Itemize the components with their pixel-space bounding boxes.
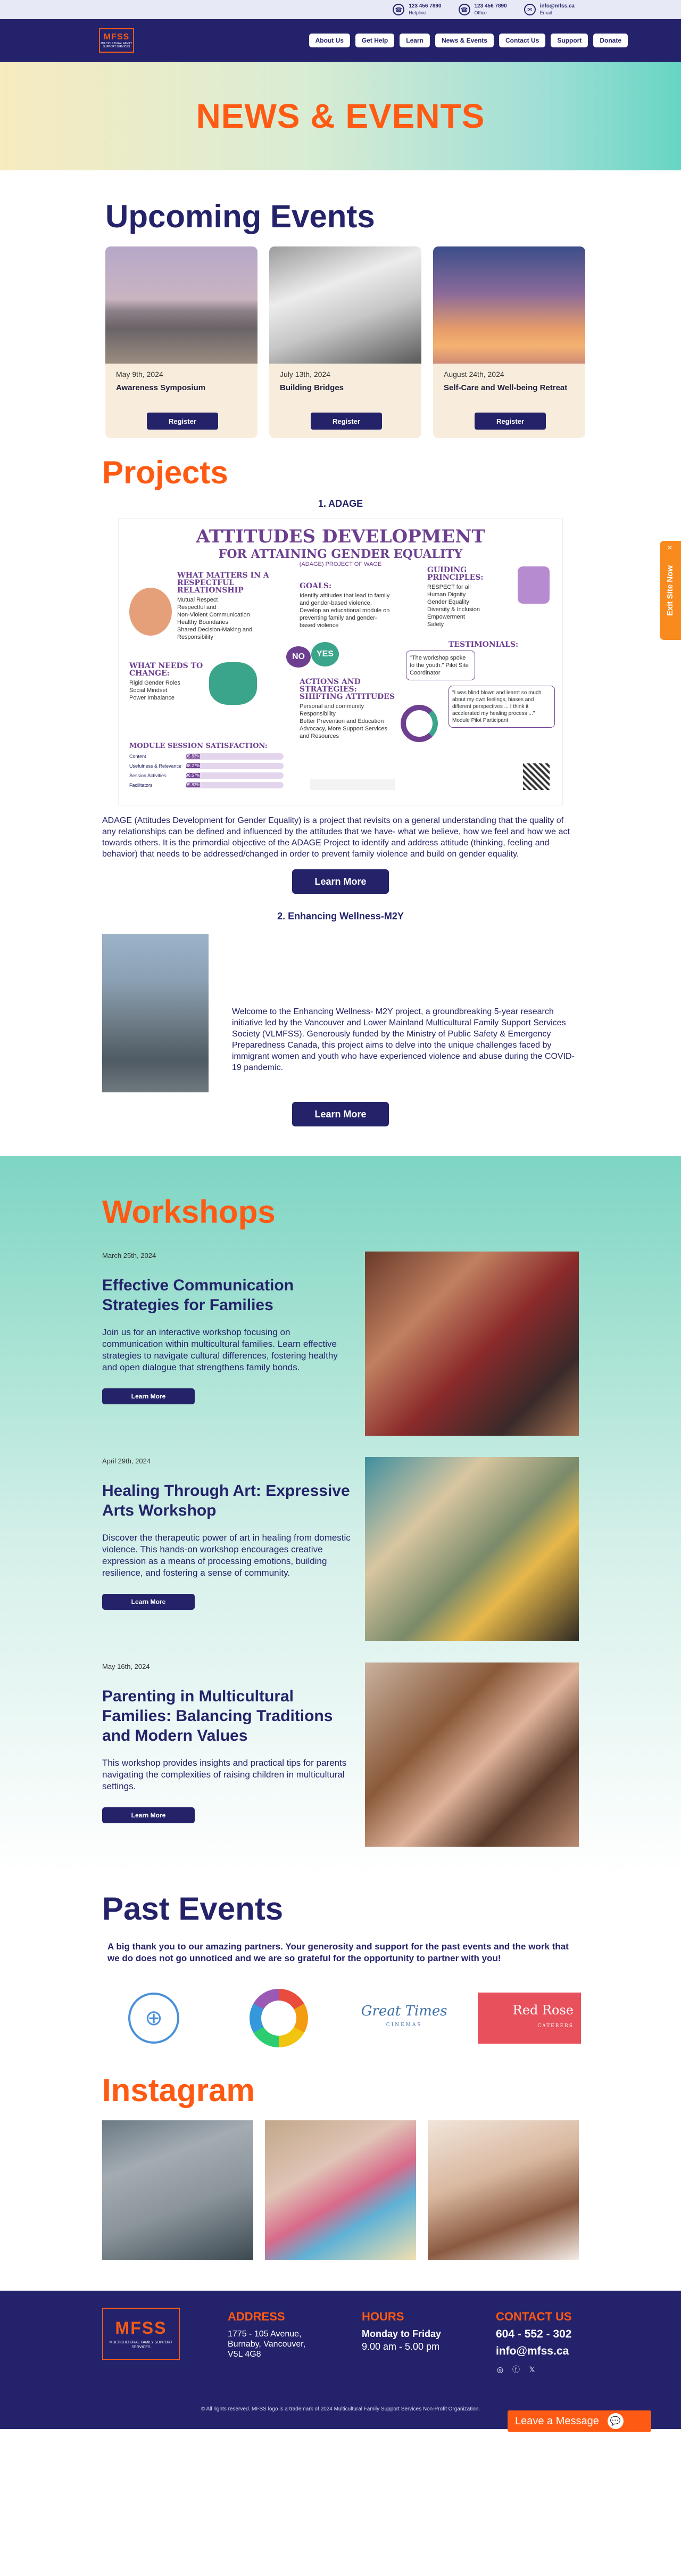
principles-heading: GUIDING PRINCIPLES: [427, 566, 484, 582]
helpline-label: Helpline [409, 10, 426, 15]
goals-heading: GOALS: [300, 582, 332, 590]
list-item: Power Imbalance [129, 695, 175, 701]
nav-get-help[interactable]: Get Help [355, 34, 394, 47]
poster-illustration-couple [129, 588, 172, 636]
list-item: Safety [427, 621, 444, 628]
office-contact[interactable] [459, 3, 507, 16]
workshop-date: March 25th, 2024 [102, 1252, 156, 1260]
workshop-description: This workshop provides insights and practical tips for parents navigating the complexities of raising children in multicultural settings. [102, 1758, 347, 1791]
list-item: Human Dignity [427, 591, 466, 598]
upcoming-events-section [0, 170, 681, 438]
no-bubble: NO [286, 646, 311, 668]
instagram-grid [102, 2120, 681, 2260]
workshop-item [102, 1457, 579, 1641]
event-cards [105, 246, 681, 438]
m2y-description: Welcome to the Enhancing Wellness- M2Y project, a groundbreaking 5-year research initiative led by the Vancouver and Lower Mainland Multicultural Family Support Services Society (VLMFSS). Generously funded by the Ministry of Public Safety & Emergency Preparedness Canada, this project aims to delve into the unique challenges faced by immigrant women and youth who have experienced violence and abuse during the COVID-19 pandemic. [232, 1007, 575, 1072]
exit-site-button[interactable] [660, 541, 681, 640]
actions-heading: ACTIONS AND STRATEGIES: SHIFTING ATTITUDES [300, 678, 395, 701]
adage-poster [118, 518, 563, 805]
workshop-date: May 16th, 2024 [102, 1663, 150, 1670]
poster-actions [300, 678, 395, 740]
cycle-arrows-icon [401, 705, 438, 742]
workshop-description: Discover the therapeutic power of art in healing from domestic violence. This hands-on workshop encourages creative expression as a means of processing emotions, building resilience, and fostering a sense of community. [102, 1533, 351, 1578]
mail-icon: ✉ [524, 4, 536, 15]
bar-label: Session Activities [129, 773, 167, 778]
projects-section [0, 438, 681, 1126]
email-address: info@mfss.ca [539, 3, 575, 9]
event-date: May 9th, 2024 [116, 370, 163, 378]
caterers-text: CATERERS [537, 2023, 574, 2029]
event-image-hands [269, 246, 421, 364]
workshop-title: Effective Communication Strategies for Families [102, 1277, 294, 1314]
footer-logo-subtext: MULTICULTURAL FAMILY SUPPORT SERVICES [109, 2340, 173, 2349]
poster-title: ATTITUDES DEVELOPMENT [196, 526, 485, 547]
event-date: August 24th, 2024 [444, 370, 504, 378]
list-item: RESPECT for all [427, 584, 471, 590]
list-item: Non-Violent Communication [177, 612, 250, 618]
copyright-text: © All rights reserved. MFSS logo is a trademark of 2024 Multicultural Family Support Services Non-Profit Organization. [201, 2406, 480, 2412]
phone-icon: ☎ [459, 4, 470, 15]
nav-menu [309, 34, 628, 47]
partner-logos [102, 1989, 581, 2047]
workshop-title: Healing Through Art: Expressive Arts Workshop [102, 1482, 350, 1519]
qr-code[interactable] [523, 763, 550, 790]
satisfaction-bar [129, 782, 284, 788]
cinemas-text: CINEMAS [386, 2022, 422, 2028]
event-image-sunset [433, 246, 585, 364]
footer-hours [362, 2310, 441, 2352]
list-item: Diversity & Inclusion [427, 606, 480, 613]
logo-text: MFSS [103, 32, 130, 42]
hours-time: 9.00 am - 5.00 pm [362, 2341, 440, 2352]
event-card [269, 246, 421, 438]
globe-icon: ⊕ [128, 1993, 179, 2044]
satisfaction-bar [129, 763, 284, 769]
poster-caption: (ADAGE) PROJECT OF WAGE [299, 561, 382, 567]
poster-what-matters [177, 572, 284, 641]
leave-message-label: Leave a Message [515, 2415, 599, 2427]
bar-fill: 95.83% [186, 783, 201, 787]
register-button[interactable]: Register [475, 413, 546, 430]
instagram-post-image[interactable] [428, 2120, 579, 2260]
adage-learn-more-button[interactable]: Learn More [292, 869, 389, 894]
instagram-post-image[interactable] [102, 2120, 253, 2260]
nav-support[interactable]: Support [551, 34, 588, 47]
exit-site-label: Exit Site Now [666, 565, 675, 616]
top-contact-bar [0, 0, 681, 19]
goals-text: Identify attitudes that lead to family and gender-based violence. Develop an educational module on preventing family and gender-based violence [300, 592, 390, 629]
footer-contact [496, 2310, 572, 2374]
list-item: Gender Equality [427, 599, 469, 605]
hours-days: Monday to Friday [362, 2328, 442, 2339]
workshop-image-parent-child [365, 1663, 579, 1847]
funder-logos [310, 779, 395, 790]
list-item: Respectful and [177, 604, 217, 611]
bar-label: Content [129, 754, 146, 759]
yes-bubble: YES [311, 642, 339, 666]
list-item: Social Mindset [129, 687, 168, 694]
social-links [496, 2365, 572, 2374]
site-logo[interactable] [99, 28, 134, 53]
list-item: Advocacy, More Support Services and Resources [300, 726, 387, 739]
partner-great-times-logo[interactable] [353, 1989, 456, 2047]
m2y-learn-more-button[interactable]: Learn More [292, 1102, 389, 1126]
upcoming-events-title: Upcoming Events [105, 199, 375, 234]
workshop-image-families [365, 1252, 579, 1436]
list-item: Personal and community Responsibility [300, 703, 364, 717]
m2y-stacked-stones-image [102, 934, 209, 1092]
nav-learn[interactable]: Learn [400, 34, 430, 47]
chat-bubble-icon: 💬 [608, 2413, 624, 2429]
hours-heading: HOURS [362, 2310, 404, 2323]
workshop-learn-more-button[interactable]: Learn More [102, 1388, 195, 1404]
projects-title: Projects [102, 455, 228, 490]
workshop-date: April 29th, 2024 [102, 1457, 151, 1465]
x-twitter-icon[interactable]: 𝕏 [529, 2365, 535, 2374]
office-number: 123 456 7890 [474, 3, 507, 9]
partner-un-logo[interactable] [102, 1989, 205, 2047]
partner-community-logo[interactable] [227, 1989, 330, 2047]
close-icon[interactable]: ✕ [667, 544, 673, 552]
workshop-image-paint-brushes [365, 1457, 579, 1641]
what-matters-heading: WHAT MATTERS IN A RESPECTFUL RELATIONSHIP [177, 571, 269, 595]
list-item: Empowerment [427, 614, 465, 620]
satisfaction-heading: MODULE SESSION SATISFACTION: [129, 742, 268, 750]
past-events-thanks: A big thank you to our amazing partners. Your generosity and support for the past events and the work that we do does not go unnoticed and we are so grateful for the opportunity to partner with you! [107, 1941, 569, 1963]
footer-email[interactable]: info@mfss.ca [496, 2345, 569, 2357]
poster-needs-change [129, 662, 209, 702]
poster-subtitle: FOR ATTAINING GENDER EQUALITY [218, 547, 463, 561]
bar-label: Facilitators [129, 783, 153, 788]
list-item: Better Prevention and Education [300, 718, 384, 725]
event-date: July 13th, 2024 [280, 370, 330, 378]
phone-icon: ☎ [393, 4, 404, 15]
event-image-pier [105, 246, 258, 364]
helpline-number: 123 456 7890 [409, 3, 442, 9]
main-navbar [0, 19, 681, 62]
list-item: Mutual Respect [177, 597, 218, 603]
hero-banner [0, 62, 681, 170]
red-rose-text: Red Rose [512, 2003, 574, 2018]
past-events-section [0, 1875, 681, 2047]
nav-news-events[interactable]: News & Events [435, 34, 494, 47]
address-heading: ADDRESS [228, 2310, 285, 2323]
footer-logo-text: MFSS [115, 2318, 167, 2338]
facebook-icon[interactable]: ⓕ [512, 2365, 520, 2374]
register-button[interactable]: Register [147, 413, 218, 430]
address-line: V5L 4G8 [228, 2350, 261, 2359]
workshop-description: Join us for an interactive workshop focusing on communication within multicultural families. Learn effective strategies to navigate cultural differences, fostering healthy and open dialogue that strengthens family bonds. [102, 1327, 338, 1372]
partner-red-rose-logo[interactable] [478, 1989, 581, 2047]
workshops-title: Workshops [102, 1194, 276, 1230]
nav-about-us[interactable]: About Us [309, 34, 350, 47]
needs-change-heading: WHAT NEEDS TO CHANGE: [129, 662, 203, 678]
contact-heading: CONTACT US [496, 2310, 572, 2323]
footer-phone[interactable]: 604 - 552 - 302 [496, 2328, 572, 2340]
email-label: Email [539, 10, 552, 15]
m2y-project [102, 934, 681, 1092]
event-title: Self-Care and Well-being Retreat [444, 383, 568, 392]
register-button[interactable]: Register [311, 413, 382, 430]
event-card [433, 246, 585, 438]
workshop-learn-more-button[interactable]: Learn More [102, 1807, 195, 1823]
poster-principles [427, 566, 512, 628]
m2y-subtitle: 2. Enhancing Wellness-M2Y [277, 911, 404, 921]
office-label: Office [474, 10, 487, 15]
community-ring-icon [250, 1989, 308, 2047]
email-contact[interactable] [524, 3, 575, 16]
workshop-item [102, 1663, 579, 1847]
poster-illustration-woman [518, 566, 550, 604]
nav-contact-us[interactable]: Contact Us [499, 34, 545, 47]
page-title: NEWS & EVENTS [196, 97, 485, 135]
footer-logo[interactable] [102, 2308, 180, 2360]
list-item: Shared Decision-Making and Responsibility [177, 627, 253, 640]
workshop-title: Parenting in Multicultural Families: Balancing Traditions and Modern Values [102, 1688, 333, 1744]
instagram-post-image[interactable] [265, 2120, 416, 2260]
bar-fill: 95.83% [186, 754, 201, 759]
poster-goals [300, 582, 390, 629]
address-line: Burnaby, Vancouver, [228, 2340, 306, 2349]
past-events-title: Past Events [102, 1891, 284, 1927]
nav-donate[interactable]: Donate [593, 34, 628, 47]
testimonial-quote: "I was blind blown and learnt so much about my own feelings, biases and different perspectives ... I think it accelerated my healing process ..." Module Pilot Participant [449, 686, 555, 728]
poster-illustration-person [209, 662, 257, 705]
event-title: Building Bridges [280, 383, 344, 392]
satisfaction-chart [129, 742, 284, 788]
bar-label: Usefulness & Relevance [129, 763, 182, 769]
workshop-item [102, 1252, 579, 1436]
bar-fill: 96.57% [186, 773, 201, 778]
list-item: Healthy Boundaries [177, 619, 229, 626]
address-line: 1775 - 105 Avenue, [228, 2330, 302, 2339]
event-title: Awareness Symposium [116, 383, 206, 392]
bar-fill: 98.27% [186, 763, 201, 768]
helpline-contact[interactable] [393, 3, 441, 16]
site-footer [0, 2291, 681, 2429]
testimonial-quote: "The workshop spoke to the youth." Pilot Site Coordinator [406, 651, 475, 680]
testimonials-heading: TESTIMONIALS: [449, 640, 519, 649]
event-card [105, 246, 258, 438]
adage-subtitle: 1. ADAGE [318, 498, 363, 509]
workshops-section [0, 1156, 681, 1875]
workshop-learn-more-button[interactable]: Learn More [102, 1594, 195, 1610]
adage-description: ADAGE (Attitudes Development for Gender Equality) is a project that revisits on a general understanding that the quality of any relationships can be defined and influenced by the attitudes that we have- what we believe, how we feel and how we act towards others. It is the primordial objective of the ADAGE Project to identify and address attitude (thinking, feeling and behavior) that needs to be addressed/changed in order to prevent family violence and build on gender equality. [102, 816, 570, 859]
great-times-text: Great Times [361, 2003, 447, 2019]
poster-testimonials [410, 640, 555, 728]
instagram-section [0, 2047, 681, 2260]
footer-address [228, 2310, 305, 2359]
instagram-icon[interactable]: ◎ [496, 2365, 504, 2374]
logo-subtext: MULTICULTURAL FAMILY SUPPORT SERVICES [101, 42, 132, 48]
leave-message-button[interactable] [508, 2410, 651, 2432]
satisfaction-bar [129, 753, 284, 760]
instagram-title: Instagram [102, 2072, 255, 2108]
list-item: Rigid Gender Roles [129, 680, 180, 686]
satisfaction-bar [129, 772, 284, 779]
